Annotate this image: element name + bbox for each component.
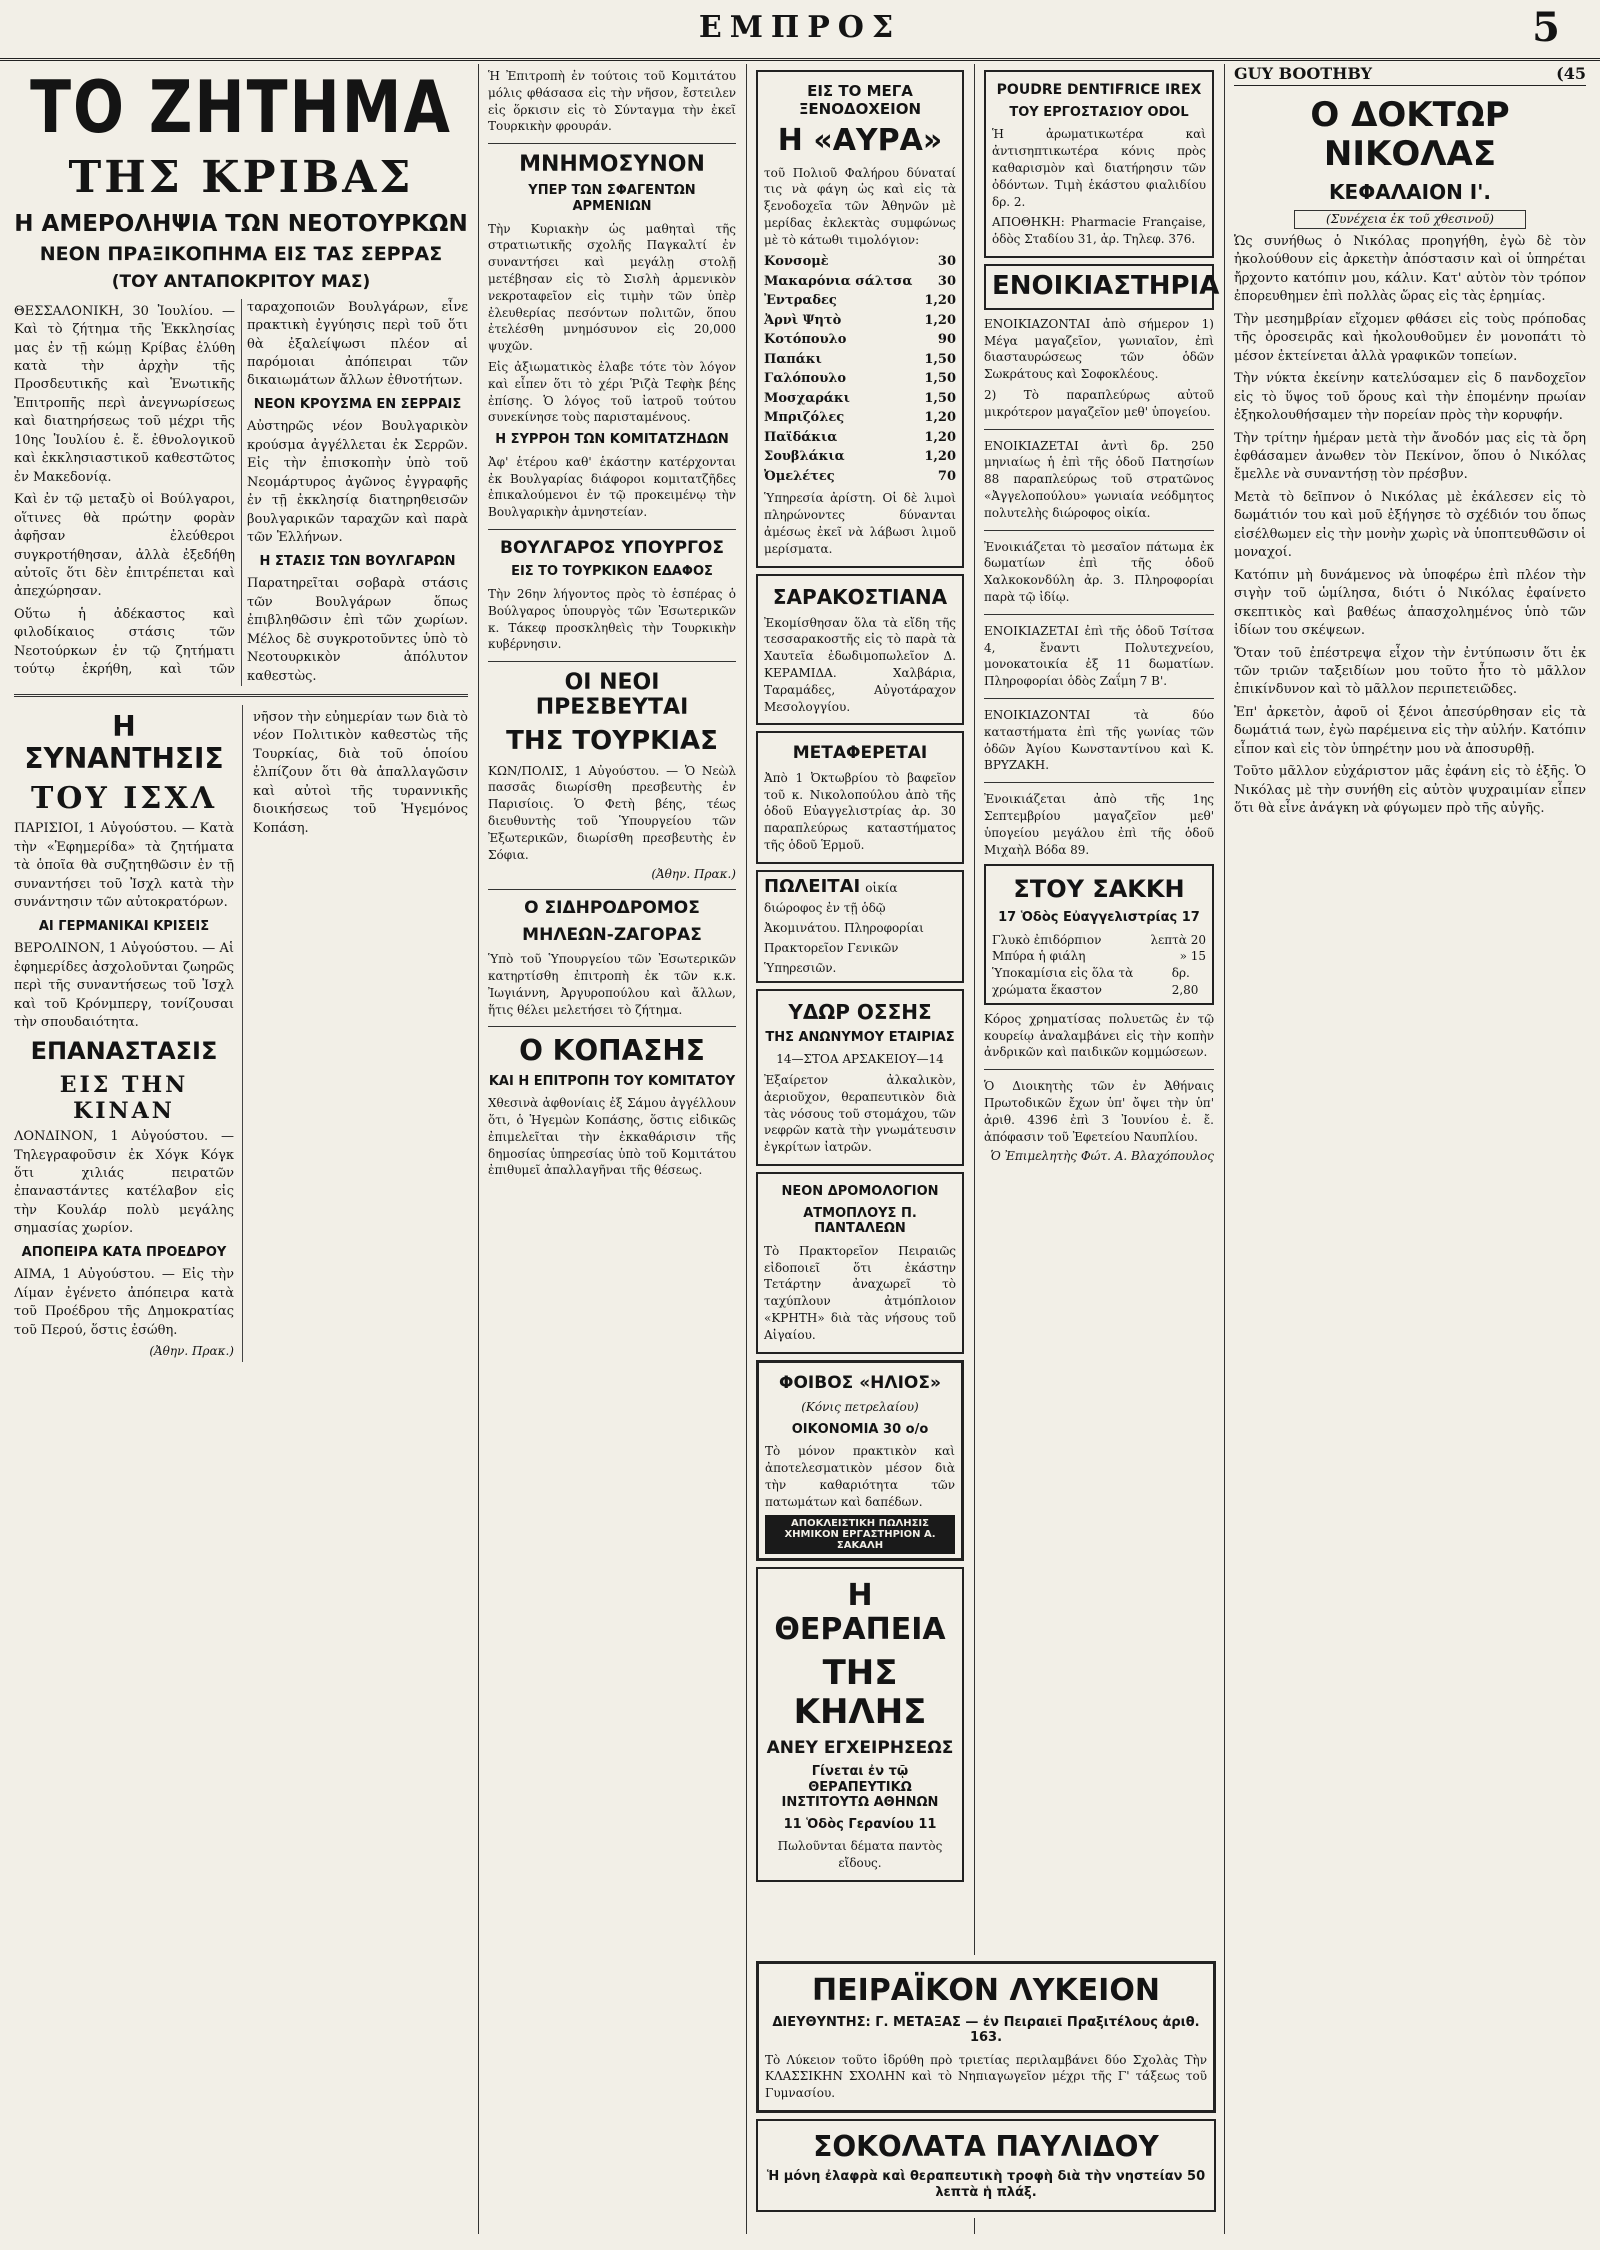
menu-item: Κονσομὲ: [764, 254, 829, 270]
serial-paragraph: Κατόπιν μὴ δυνάμενος νὰ ὑποφέρω ἐπὶ πλέον τὴν σιγὴν τοῦ ὡμίλησα, διότι ὁ Νικόλας ἐφαίνετο σκεπτικὸς καὶ βαθέως ἀπασχολημένος ὑπὸ τῶν ἰδίων του σκέψεων.: [1234, 567, 1586, 639]
lower-left-column: [14, 705, 243, 1362]
column-5: [1226, 64, 1594, 2234]
ad-text: Πωλοῦνται δέματα παντὸς εἴδους.: [777, 1839, 943, 1871]
article-paragraph: Καὶ ἐν τῷ μεταξὺ οἱ Βούλγαροι, οἵτινες θὰ πρώτην φορὰν ἀφῆσαν ἐλεύθεροι συγκροτήθησαν, ἀλλὰ ἐξεδήθη αὐτοῖς ὅτι δὲν ἐπιτρέπεται καὶ ἀπεχώρησαν.: [14, 492, 235, 600]
continued-note: (Συνέχεια ἐκ τοῦ χθεσινοῦ): [1294, 210, 1526, 229]
ad-headline: ΕΙΣ ΤΟ ΜΕΓΑ ΞΕΝΟΔΟΧΕΙΟΝ: [798, 82, 922, 118]
serial-paragraph: Μετὰ τὸ δεῖπνον ὁ Νικόλας μὲ ἐκάλεσεν εἰς τὸ δωμάτιόν του καὶ μοῦ ἐξήγησε τὸ σχέδιόν του ὅπως εἰσέλθωμεν εἰς τὴν μονὴν χωρὶς νὰ ὑποπτευθῶσιν οἱ μοναχοί.: [1234, 489, 1586, 561]
article-paragraph: Παρατηρεῖται σοβαρὰ στάσις τῶν Βουλγάρων ὅπως ἐπιβληθῶσιν ἐπὶ τῶν χωρίων. Μέλος δὲ συγκροτοῦντες ὑπὸ τὸ Νεοτουρκικὸν ἀπόλυτον καθεστὼς.: [247, 576, 468, 684]
ad-text: Ἐκομίσθησαν ὅλα τὰ εἴδη τῆς τεσσαρακοστῆς εἰς τὸ παρὰ τὰ Χαυτεῖα ἐδωδιμοπωλεῖον Δ. ΚΕΡΑΜΙΔΑ. Χαλβάρια, Ταραμάδες, Αὐγοτάραχον Μεσολογγίου.: [764, 615, 956, 714]
legal-notice: Ὁ Διοικητὴς τῶν ἐν Ἀθήναις Πρωτοδικῶν ἔχων ὑπ' ὄψει τὴν ὑπ' ἀριθ. 4396 ἐπὶ 3 Ἰουνίου ἐ. ἔ. ἀπόφασιν τοῦ Ἐφετείου Ναυπλίου.: [984, 1079, 1214, 1144]
menu-price: 1,20: [924, 293, 956, 309]
ad-director: ΔΙΕΥΘΥΝΤΗΣ: Γ. ΜΕΤΑΞΑΣ — ἐν Πειραιεῖ Πραξιτέλους ἀριθ. 163.: [772, 2014, 1200, 2046]
cure-ad: [756, 1567, 964, 1883]
ad-headline: ΦΟΙΒΟΣ «ΗΛΙΟΣ»: [779, 1372, 941, 1393]
moved-ad: [756, 731, 964, 863]
menu-item: Σουβλάκια: [764, 449, 845, 465]
serial-paragraph: Τὴν μεσημβρίαν εἴχομεν φθάσει εἰς τοὺς πρόποδας τῆς ὀροσειρᾶς καὶ ἠκολουθοῦμεν ἐν μονοπάτι τὸ μέσον ἐκτείνεται ἀλλὰ γραφικῶν τοπείων.: [1234, 311, 1586, 364]
ad-headline: ΤΗΣ ΚΗΛΗΣ: [793, 1652, 927, 1732]
divider: [984, 698, 1214, 699]
section-heading: ΝΕΟΝ ΚΡΟΥΣΜΑ ΕΝ ΣΕΡΡΑΙΣ: [253, 396, 462, 412]
section-heading: ΑΙ ΓΕΡΜΑΝΙΚΑΙ ΚΡΙΣΕΙΣ: [38, 918, 210, 934]
column-rule: [974, 64, 975, 2234]
ad-headline: POUDRE DENTIFRICE IREX: [996, 82, 1202, 98]
divider: [984, 530, 1214, 531]
ad-text: Ἡ μόνη ἐλαφρὰ καὶ θεραπευτικὴ τροφὴ διὰ τὴν νηστείαν 50 λεπτὰ ἡ πλάξ.: [766, 2169, 1206, 2200]
ad-text: Γίνεται ἐν τῷ ΘΕΡΑΠΕΥΤΙΚΩ ΙΝΣΤΙΤΟΥΤΩ ΑΘΗΝΩΝ: [781, 1764, 939, 1811]
price-menu: [764, 252, 956, 486]
ad-depot: ΑΠΟΘΗΚΗ: Pharmacie Française, ὁδὸς Σταδίου 31, ἀρ. Τηλεφ. 376.: [992, 215, 1206, 247]
menu-item: Ἐντραδες: [764, 293, 837, 309]
column-2: [480, 64, 744, 2234]
ad-address: 17 Ὁδὸς Εὐαγγελιστρίας 17: [998, 909, 1200, 925]
menu-row: [764, 447, 956, 467]
menu-row: [764, 369, 956, 389]
ad-address: 14—ΣΤΟΑ ΑΡΣΑΚΕΙΟΥ—14: [776, 1052, 944, 1067]
price-value: λεπτὰ 20: [1150, 932, 1206, 947]
water-ad: [756, 989, 964, 1166]
hotel-ad: [756, 70, 964, 568]
classified-item: Κόρος χρηματίσας πολυετῶς ἐν τῷ κουρείῳ ἀναλαμβάνει εἰς τὴν κοπὴν ἀνδρικῶν καὶ παιδικῶν κομμώσεων.: [984, 1011, 1214, 1060]
article-columns: [14, 299, 468, 686]
masthead: [0, 0, 1600, 61]
section-subheadline: ΕΙΣ ΤΟ ΤΟΥΡΚΙΚΟΝ ΕΔΑΦΟΣ: [511, 564, 713, 580]
ad-headline: ΜΕΤΑΦΕΡΕΤΑΙ: [792, 743, 928, 764]
article-paragraph: Ἀφ' ἑτέρου καθ' ἑκάστην κατέρχονται ἐκ Βουλγαρίας διάφοροι κομιτατζῆδες ἐπικαλούμενοι ἐν τῷ προκειμένῳ τὴν Βουλγαρικὴν ἀμνηστείαν.: [488, 454, 736, 520]
ad-headline: ΤΟΥ ΕΡΓΟΣΤΑΣΙΟΥ ODOL: [1009, 104, 1189, 120]
menu-price: 70: [937, 468, 956, 484]
classified-item: Ἐνοικιάζεται τὸ μεσαῖον πάτωμα ἐκ δωματίων ἐπὶ τῆς ὁδοῦ Χαλκοκονδύλη ἀρ. 3. Πληροφορίαι παρὰ τῷ ἰδίῳ.: [984, 539, 1214, 605]
ad-subheadline: ΤΗΣ ΑΝΩΝΥΜΟΥ ΕΤΑΙΡΙΑΣ: [765, 1029, 955, 1045]
serial-author: GUY BOOTHBY: [1234, 64, 1372, 83]
menu-price: 1,20: [924, 429, 956, 445]
column-rule: [1224, 64, 1225, 2234]
article-paragraph: Τὴν Κυριακὴν ὡς μαθηταὶ τῆς στρατιωτικῆς σχολῆς Παγκαλτί ἐν συναντήσει καὶ μεγάλῃ στολῇ μετέβησαν εἰς τὸ Σισλὴ ἀρμενικὸν νεκροταφεῖον εἰς τιμὴν τῶν ὑπὲρ ἐλευθερίας πεσόντων πολιτῶν, ὅπου ἐτελέσθη μνημόσυνον εἰς 20,000 ψυχῶν.: [488, 221, 736, 354]
article-paragraph: Τὴν 26ην λήγοντος πρὸς τὸ ἑσπέρας ὁ Βούλγαρος ὑπουργὸς τῶν Ἐσωτερικῶν κ. Τάκεφ προσκληθεὶς τὴν Τουρκικὴν κυβέρνησιν.: [488, 587, 736, 652]
divider: [984, 782, 1214, 783]
menu-item: Ὀμελέτες: [764, 468, 835, 484]
section-headline: ΒΟΥΛΓΑΡΟΣ ΥΠΟΥΡΓΟΣ: [500, 538, 724, 559]
column-rule: [746, 64, 747, 2234]
menu-row: [764, 350, 956, 370]
main-headline-2: ΤΗΣ ΚΡΙΒΑΣ: [68, 152, 414, 203]
section-headline: ΤΟΥ ΙΣΧΛ: [30, 781, 218, 817]
menu-price: 1,20: [924, 410, 956, 426]
section-headline: ΟΙ ΝΕΟΙ ΠΡΕΣΒΕΥΤΑΙ: [535, 670, 689, 721]
classified-item: 2) Τὸ παραπλεύρως αὐτοῦ μικρότερον μαγαζεῖον μεθ' ὑπογείου.: [984, 388, 1214, 419]
section-heading: ΑΠΟΠΕΙΡΑ ΚΑΤΑ ΠΡΟΕΔΡΟΥ: [21, 1244, 227, 1260]
ad-text: Ἀπὸ 1 Ὀκτωβρίου τὸ βαφεῖον τοῦ κ. Νικολοπούλου ἀπὸ τῆς ὁδοῦ Εὐαγγελιστρίας ἀρ. 30 παραπλεύρως καταστήματος τῆς ὁδοῦ Ἑρμοῦ.: [764, 770, 956, 853]
serial-paragraph: Ὅταν τοῦ ἐπέστρεψα εἶχον τὴν ἐντύπωσιν ὅτι ἐκ τῶν τριῶν ταξειδίων μου τοῦτο ἦτο τὸ μᾶλλον ἐπικίνδυνον καὶ τὸ μᾶλλον περιπετειῶδες.: [1234, 645, 1586, 698]
menu-price: 1,20: [924, 449, 956, 465]
divider: [488, 661, 736, 662]
section-headline: ΕΠΑΝΑΣΤΑΣΙΣ: [30, 1037, 218, 1066]
serial-number: (45: [1556, 64, 1586, 83]
serial-paragraph: Ὡς συνήθως ὁ Νικόλας προηγήθη, ἐγὼ δὲ τὸν ἠκολούθουν εἰς ἀρκετὴν ἀπόστασιν καὶ οἱ ὑπηρέται ἤρχοντο κατόπιν μου, κάλιν. Κατ' αὐτὸν τὸν τρόπον ἐπορευθημεν ἐπὶ πολλὰς ὥρας εἰς τὰς ἐρημίας.: [1234, 233, 1586, 305]
column-4: [976, 64, 1222, 2234]
divider: [488, 889, 736, 890]
menu-item: Γαλόπουλο: [764, 371, 847, 387]
column-rule: [478, 64, 479, 2234]
article-paragraph: Οὕτω ἡ ἀδέκαστος καὶ φιλοδίκαιος στάσις τῶν Νεοτούρκων ἐν τῷ ζητήματι τούτῳ ἐκρήθη, καὶ τῶν ταραχοποιῶν Βουλγάρων, εἶνε πρακτικὴ ἐγγύησις περὶ τοῦ ὅτι θὰ ἐξαλείψωσι πλέον αἱ παρόμοιαι ἀπόπειραι τῶν δικαιωμάτων ἄλλων ἐθνοτήτων.: [14, 299, 468, 678]
article-paragraph: ΑΙΜΑ, 1 Αὐγούστου. — Εἰς τὴν Λίμαν ἐγένετο ἀπόπειρα κατὰ τοῦ Προέδρου τῆς Δημοκρατίας τοῦ Περού, ὅστις ἐσώθη.: [14, 1267, 234, 1338]
sakki-ad: [984, 864, 1214, 1004]
ad-text: Ὑπηρεσία ἀρίστη. Οἱ δὲ λιμοὶ πληρώνοντες δύνανται ἀμέσως ἐκεῖ νὰ λάβωσι λιμοῦ μερίσματα.: [764, 491, 956, 556]
ad-text: Τὸ Πρακτορεῖον Πειραιῶς εἰδοποιεῖ ὅτι ἐκάστην Τετάρτην ἀναχωρεῖ τὸ ταχύπλουν ἀτμόπλοιον «ΚΡΗΤΗ» διὰ τὰς νήσους τοῦ Αἰγαίου.: [764, 1243, 956, 1342]
odol-ad: [984, 70, 1214, 258]
classified-item: ΕΝΟΙΚΙΑΖΟΝΤΑΙ ἀπὸ σήμερον 1) Μέγα μαγαζεῖον, γωνιαῖον, ἐπὶ διασταυρώσεως τῶν ὁδῶν Σωκράτους καὶ Σοφοκλέους.: [984, 316, 1214, 382]
divider: [488, 529, 736, 530]
byline: (ΤΟΥ ΑΝΤΑΠΟΚΡΙΤΟΥ ΜΑΣ): [111, 272, 371, 293]
article-paragraph: ΒΕΡΟΛΙΝΟΝ, 1 Αὐγούστου. — Αἱ ἐφημερίδες ἀσχολοῦνται ζωηρῶς περὶ τῆς συναντήσεως τοῦ Ἰσχλ καὶ τοῦ Κρόνμπεργ, τονίζουσαι τὴν σπουδαιότητα.: [14, 941, 234, 1031]
price-row: [992, 932, 1206, 949]
article-paragraph: Αὐστηρῶς νέον Βουλγαρικὸν κρούσμα ἀγγέλλεται ἐκ Σερρῶν. Εἰς τὴν ἐπισκοπὴν ὑπὸ τοῦ Νεομάρτυρος ἀγῶνος ἐγγραφῆς ἐν τῇ ἐκκλησίᾳ διατηρηθεισῶν βουλγαρικῶν ταραχῶν καὶ παρὰ τῶν Ἑλλήνων.: [247, 419, 468, 546]
ad-address: 11 Ὁδὸς Γερανίου 11: [783, 1816, 937, 1832]
ad-headline: ΣΟΚΟΛΑΤΑ ΠΑΥΛΙΔΟΥ: [813, 2130, 1159, 2164]
article-paragraph: Ἡ Ἐπιτροπὴ ἐν τούτοις τοῦ Κομιτάτου μόλις φθάσασα εἰς τὴν νῆσον, ἔστειλεν εἰς ὅρκισιν εἰς τὸ Σύνταγμα τὴν ἐκεῖ Τουρκικὴν φρουράν.: [488, 69, 736, 134]
menu-row: [764, 428, 956, 448]
ad-subheadline: ΑΝΕΥ ΕΓΧΕΙΡΗΣΕΩΣ: [766, 1737, 954, 1758]
ad-text: Ἐξαίρετον ἀλκαλικὸν, ἀεριοῦχον, θεραπευτικὸν διὰ τὰς νόσους τοῦ στομάχου, τῶν νεφρῶν κατὰ τὴν γνωμάτευσιν ἐγκρίτων ἰατρῶν.: [764, 1073, 956, 1155]
divider: [488, 143, 736, 144]
serial-paragraph: Τὴν τρίτην ἡμέραν μετὰ τὴν ἄνοδόν μας εἰς τὰ ὄρη ἐφθάσαμεν ἀνωθεν τὸν Πεκίνον, ὅπου ὁ Νικόλας ἔμελλε νὰ συναντήσῃ τὸν πρέσβυν.: [1234, 430, 1586, 483]
menu-item: Ἀρνὶ Ψητὸ: [764, 312, 842, 328]
chapter-heading: ΚΕΦΑΛΑΙΟΝ Ι'.: [1329, 180, 1491, 205]
article-paragraph: Χθεσινὰ ἀφθονίαις ἐξ Σάμου ἀγγέλλουν ὅτι, ὁ Ἡγεμὼν Κοπάσης, ὅστις εἰδικῶς ἐπιμελεῖται τὴν ἐκκαθάρισιν τῆς δημοσίας ὑπηρεσίας ὑπὸ τοῦ Κομιτάτου ἐπιθυμεῖ ἀπαλλαγῆναι τῆς θέσεως.: [488, 1096, 736, 1178]
divider: [984, 614, 1214, 615]
article-paragraph: ΛΟΝΔΙΝΟΝ, 1 Αὐγούστου. — Τηλεγραφοῦσιν ἐκ Χόγκ Κόγκ ὅτι χιλιάς πειρατῶν ἐπαναστάντες κατέλαβον εἰς τὴν Κουλάρ πολὺ μεγάλης σημασίας χωρίον.: [14, 1129, 234, 1237]
sale-ad: [756, 870, 964, 983]
ad-headline: ΣΤΟΥ ΣΑΚΚΗ: [1013, 875, 1185, 904]
classifieds-headline: ΕΝΟΙΚΙΑΣΤΗΡΙΑ: [984, 264, 1214, 310]
menu-price: 1,50: [924, 351, 956, 367]
source-credit: (Ἀθην. Πρακ.): [651, 867, 736, 882]
price-item: Μπύρα ἡ φιάλη: [992, 949, 1086, 964]
ad-text: οἰκία διώροφος ἐν τῇ ὁδῷ Ἀκομινάτου. Πληροφορίαι Πρακτορεῖον Γενικῶν Ὑπηρεσιῶν.: [764, 880, 924, 975]
price-value: » 15: [1179, 949, 1206, 964]
price-list: [992, 932, 1206, 999]
menu-item: Μακαρόνια σάλτσα: [764, 273, 913, 289]
serial-paragraph: Τὴν νύκτα ἐκείνην κατελύσαμεν εἰς δ πανδοχεῖον εἰς τὸ ὕψος τοῦ ὅρους καὶ τὴν ἐπομένην πρωίαν ἐξηκολουθήσαμεν τὴν πορείαν πρὸς τὴν κορυφήν.: [1234, 371, 1586, 424]
ad-text: Τὸ μόνον πρακτικὸν καὶ ἀποτελεσματικὸν μέσον διὰ τὴν καθαριότητα τῶν πατωμάτων καὶ δαπέδων.: [765, 1444, 955, 1509]
section-heading: Η ΣΤΑΣΙΣ ΤΩΝ ΒΟΥΛΓΑΡΩΝ: [259, 553, 456, 569]
section-headline: Ο ΣΙΔΗΡΟΔΡΟΜΟΣ: [524, 898, 700, 919]
section-heading: Η ΣΥΡΡΟΗ ΤΩΝ ΚΟΜΙΤΑΤΖΗΔΩΝ: [495, 432, 729, 448]
ad-headline: Η «ΑΥΡΑ»: [777, 123, 943, 158]
bottom-ads: [756, 1955, 1216, 2218]
menu-row: [764, 389, 956, 409]
price-item: Γλυκὸ ἐπιδόρπιον: [992, 932, 1102, 947]
menu-item: Παϊδάκια: [764, 429, 838, 445]
ad-seller: ΑΠΟΚΛΕΙΣΤΙΚΗ ΠΩΛΗΣΙΣ ΧΗΜΙΚΟΝ ΕΡΓΑΣΤΗΡΙΟΝ Α. ΣΑΚΑΛΗ: [765, 1515, 955, 1554]
price-row: [992, 948, 1206, 965]
lent-ad: [756, 574, 964, 726]
lower-section: [14, 705, 468, 1362]
column-3: [748, 64, 972, 2234]
ad-headline: Η ΘΕΡΑΠΕΙΑ: [774, 1577, 946, 1648]
menu-price: 1,50: [924, 390, 956, 406]
main-headline: ΤΟ ΖΗΤΗΜΑ: [30, 66, 452, 150]
menu-item: Κοτόπουλο: [764, 332, 847, 348]
menu-item: Παπάκι: [764, 351, 822, 367]
menu-price: 30: [937, 273, 956, 289]
section-headline: ΜΗΛΕΩΝ-ΖΑΓΟΡΑΣ: [522, 924, 702, 945]
price-value: δρ. 2,80: [1171, 966, 1199, 997]
classified-item: ΕΝΟΙΚΙΑΖΟΝΤΑΙ τὰ δύο καταστήματα ἐπὶ τῆς γωνίας τῶν ὁδῶν Ἀγίου Κωνσταντίνου καὶ Κ. ΒΡΥΖΑΚΗ.: [984, 708, 1214, 773]
ad-text: Τὸ Λύκειον τοῦτο ἱδρύθη πρὸ τριετίας περιλαμβάνει δύο Σχολὰς Τὴν ΚΛΑΣΣΙΚΗΝ ΣΧΟΛΗΝ καὶ τὸ Νηπιαγωγεῖον μέχρι τῆς Γ' τάξεως τοῦ Γυμνασίου.: [765, 2052, 1207, 2101]
article-paragraph: Εἰς ἀξιωματικὸς ἐλαβε τότε τὸν λόγον καὶ εἶπεν ὅτι τὸ χέρι Ῥιζὰ Τεφὴκ βέης ἐπίσης. Ὁ λόγος τοῦ ἰατροῦ τούτου συνεκίνησε τοὺς παρισταμένους.: [488, 360, 736, 425]
article-paragraph: ΚΩΝ/ΠΟΛΙΣ, 1 Αὐγούστου. — Ὁ Νεὼλ πασσᾶς διωρίσθη πρεσβευτὴς ἐν Παρισίοις. Ὁ Φετὴ βέης, τέως διευθυντὴς τοῦ Ὑπουργείου τῶν Ἐξωτερικῶν, διωρίσθη πρεσβευτὴς ἐν Σόφια.: [488, 763, 736, 862]
ad-price: ΟΙΚΟΝΟΜΙΑ 30 ο/ο: [791, 1421, 929, 1437]
ad-text: Ἡ ἀρωματικωτέρα καὶ ἀντισηπτικωτέρα κόνις πρὸς καθαρισμὸν καὶ διατήρησιν τῶν ὀδόντων. Τιμὴ ἑκάστου φιαλιδίου δρ. 2.: [992, 127, 1206, 209]
classified-item: ΕΝΟΙΚΙΑΖΕΤΑΙ ἀντὶ δρ. 250 μηνιαίως ἡ ἐπὶ τῆς ὁδοῦ Πατησίων 88 παραπλεύρως τοῦ στρατῶνος «Ἀγγελοπούλου» γωνιαία νεόδμητος πολυτελὴς διώροφος οἰκία.: [984, 438, 1214, 520]
section-subheadline: ΥΠΕΡ ΤΩΝ ΣΦΑΓΕΝΤΩΝ ΑΡΜΕΝΙΩΝ: [528, 183, 696, 215]
newspaper-title: ΕΜΠΡΟΣ: [698, 10, 902, 45]
ad-label: ΠΩΛΕΙΤΑΙ: [764, 875, 861, 897]
page-number: 5: [1532, 4, 1560, 51]
section-subheadline: ΚΑΙ Η ΕΠΙΤΡΟΠΗ ΤΟΥ ΚΟΜΙΤΑΤΟΥ: [488, 1073, 736, 1089]
article-paragraph: ΘΕΣΣΑΛΟΝΙΚΗ, 30 Ἰουλίου. — Καὶ τὸ ζήτημα τῆς Ἐκκλησίας μας ἐν τῇ κώμῃ Κρίβας ἐλύθη κατὰ τὴν ἀρχὴν τῆς Προσδευτικῆς καὶ Ἑνωτικῆς Ἐπιτροπῆς περὶ ἀνεγνωρίσεως καὶ διατηρήσεως τοῦ μέχρι τῆς 10ης Ἰουλίου ἐ. ἔ. ἐθνολογικοῦ καὶ ἐκκλησιαστικοῦ καθεστῶτος ἐν Μακεδονίᾳ.: [14, 303, 235, 485]
divider: [14, 694, 468, 697]
section-headline: Η ΣΥΝΑΝΤΗΣΙΣ: [24, 709, 224, 776]
ad-headline: ΠΕΙΡΑΪΚΟΝ ΛΥΚΕΙΟΝ: [812, 1973, 1160, 2008]
menu-item: Μοσχαράκι: [764, 390, 850, 406]
menu-row: [764, 467, 956, 487]
ad-headline: ΣΑΡΑΚΟΣΤΙΑΝΑ: [772, 584, 948, 609]
serial-paragraph: Τοῦτο μᾶλλον εὐχάριστον μᾶς ἐφάνη εἰς τὸ ἑξῆς. Ὁ Νικόλας μὲ τὴν συνήθη εἰς αὐτὸν ψυχραιμίαν εἶπεν ὅτι θὰ εἶνε ἀνάγκη νὰ φύγωμεν πρὸ τῆς αὐγῆς.: [1234, 764, 1586, 817]
subheadline: Η ΑΜΕΡΟΛΗΨΙΑ ΤΩΝ ΝΕΟΤΟΥΡΚΩΝ: [14, 211, 468, 237]
menu-row: [764, 252, 956, 272]
ad-subheadline: (Κόνις πετρελαίου): [801, 1399, 919, 1414]
column-1: [6, 64, 476, 2234]
section-headline: ΕΙΣ ΤΗΝ ΚΙΝΑΝ: [59, 1072, 189, 1125]
price-item: Ὑποκαμίσια εἰς ὅλα τὰ χρώματα ἕκαστον: [992, 966, 1134, 997]
ad-headline: ΥΔΩΡ ΟΣΣΗΣ: [788, 999, 932, 1024]
menu-price: 1,20: [924, 312, 956, 328]
divider: [984, 1069, 1214, 1070]
article-paragraph: ΠΑΡΙΣΙΟΙ, 1 Αὐγούστου. — Κατὰ τὴν «Ἐφημερίδα» τὰ ζητήματα τὰ ὁποῖα θὰ συζητηθῶσιν ἐν τῇ συναντήσει τοῦ Ἰσχλ κατὰ τὴν συνάντησιν τῶν αὐτοκρατόρων.: [14, 821, 234, 911]
serial-title: Ο ΔΟΚΤΩΡ ΝΙΚΟΛΑΣ: [1310, 95, 1510, 175]
divider: [488, 1026, 736, 1027]
price-row: [992, 965, 1206, 999]
section-headline: Ο ΚΟΠΑΣΗΣ: [519, 1034, 705, 1068]
menu-row: [764, 272, 956, 292]
source-credit: (Ἀθην. Πρακ.): [149, 1344, 234, 1359]
menu-price: 30: [937, 254, 956, 270]
ad-headline: ΑΤΜΟΠΛΟΥΣ Π. ΠΑΝΤΑΛΕΩΝ: [803, 1205, 917, 1237]
article-paragraph: Ὑπὸ τοῦ Ὑπουργείου τῶν Ἐσωτερικῶν κατηρτίσθη ἐπιτροπὴ ἐκ τῶν κ.κ. Ἰωγιάννη, Ἀργυροπούλου καὶ ἄλλων, ἥτις θέλει μελετήσει τὸ ζήτημα.: [488, 952, 736, 1017]
section-headline: ΜΝΗΜΟΣΥΝΟΝ: [519, 152, 705, 178]
chocolate-ad: [756, 2119, 1216, 2212]
ad-text: τοῦ Πολιοῦ Φαλήρου δύναταί τις νὰ φάγη ὡς καὶ εἰς τὰ ξενοδοχεῖα τῶν Ἀθηνῶν μὲ μερίδας ἐκλεκτὰς συμφώνως μὲ τὸ κάτωθι τιμολόγιον:: [764, 165, 956, 247]
subheadline: ΝΕΟΝ ΠΡΑΞΙΚΟΠΗΜΑ ΕΙΣ ΤΑΣ ΣΕΡΡΑΣ: [39, 243, 443, 266]
lower-right-column: [253, 705, 468, 1362]
phoebus-ad: [756, 1360, 964, 1561]
menu-price: 1,50: [924, 371, 956, 387]
piraeus-ad-box: [756, 1961, 1216, 2113]
classified-item: ΕΝΟΙΚΙΑΖΕΤΑΙ ἐπὶ τῆς ὁδοῦ Τσίτσα 4, ἔναντι Πολυτεχνείου, μονοκατοικία ἐξ 11 δωματίων. Πληροφορίαι ὁδὸς Ζαΐμη 7 Β'.: [984, 623, 1214, 689]
menu-row: [764, 408, 956, 428]
menu-row: [764, 330, 956, 350]
classified-item: Ἐνοικιάζεται ἀπὸ τῆς 1ης Σεπτεμβρίου μαγαζεῖον μεθ' ὑπογείου μεγάλου ἐπὶ τῆς ὁδοῦ Μιχαὴλ Βόδα 89.: [984, 792, 1214, 857]
route-ad: [756, 1172, 964, 1354]
serial-header: [1234, 64, 1586, 86]
article-paragraph: νῆσον τὴν εὐημερίαν των διὰ τὸ νέον Πολιτικὸν καθεστὼς τῆς Τουρκίας, διὰ τοῦ ὁποίου ἐλπίζουν ὅτι θὰ ἀπαλλαγῶσιν καὶ αὐτοὶ τῆς τυραννικῆς διοικήσεως τοῦ Ἡγεμόνος Κοπάση.: [253, 709, 468, 836]
menu-item: Μπριζόλες: [764, 410, 845, 426]
section-headline: ΤΗΣ ΤΟΥΡΚΙΑΣ: [506, 725, 718, 756]
divider: [984, 429, 1214, 430]
signature: Ὁ Ἐπιμελητὴς Φώτ. Α. Βλαχόπουλος: [990, 1149, 1214, 1164]
ad-headline: ΝΕΟΝ ΔΡΟΜΟΛΟΓΙΟΝ: [781, 1183, 939, 1199]
menu-price: 90: [937, 332, 956, 348]
menu-row: [764, 291, 956, 311]
menu-row: [764, 311, 956, 331]
serial-paragraph: Ἐπ' ἀρκετὸν, ἀφοῦ οἱ ξένοι ἀπεσύρθησαν εἰς τὰ δωμάτιά των, ἐγὼ παρέμεινα εἰς τὴν αὐλήν. Κατόπιν εἶπον καὶ εἰς τὸν ὑπηρέτην μου νὰ ἀποσυρθῇ.: [1234, 704, 1586, 757]
